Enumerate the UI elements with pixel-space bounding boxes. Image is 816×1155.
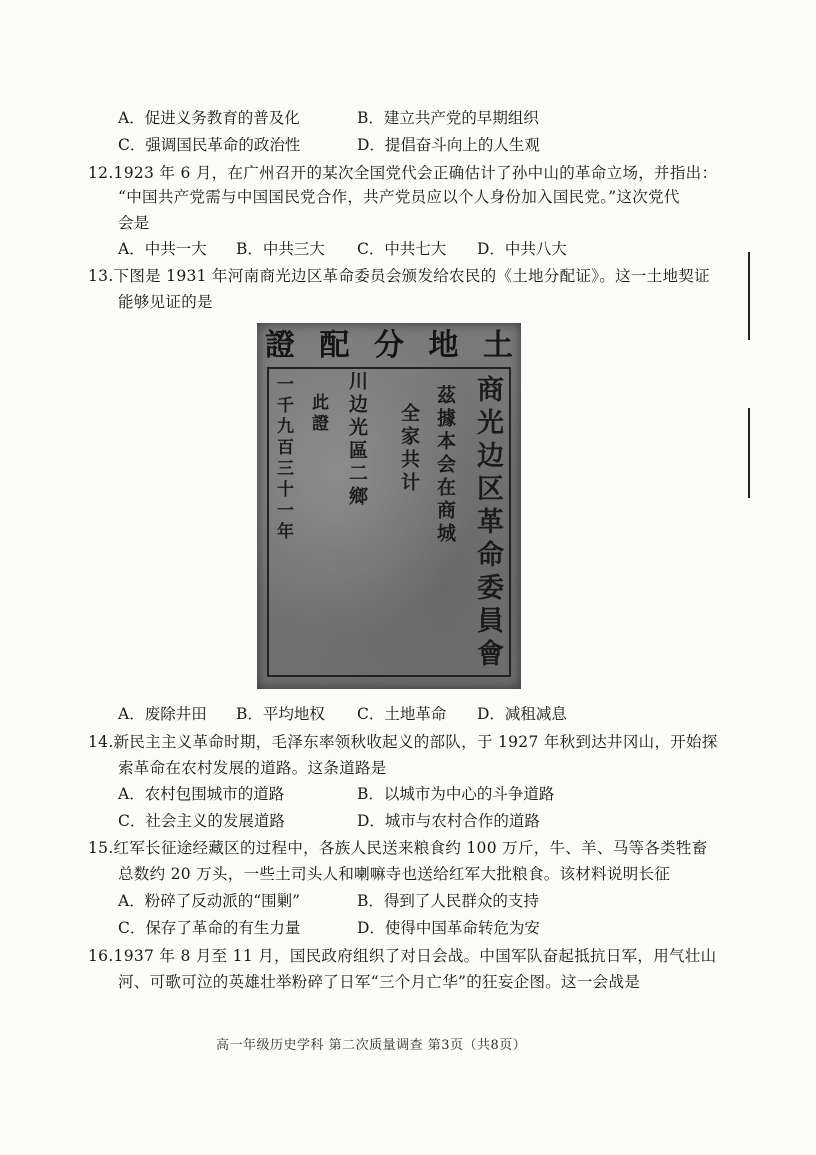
certificate-title-char: 配 [319,328,350,363]
q13-option-a: A．废除井田 [118,705,207,723]
q14-stem-line1: 14.新民主主义革命时期，毛泽东率领秋收起义的部队，于 1927 年秋到达井冈山，开始探 [88,733,718,751]
q16-stem-line1: 16.1937 年 8 月至 11 月，国民政府组织了对日会战。中国军队奋起抵抗日军，用气壮山 [88,947,717,965]
q15-stem-line1: 15.红军长征途经藏区的过程中，各族人民送来粮食约 100 万斤，牛、羊、马等各类牲畜 [88,839,708,857]
q14-option-b: B．以城市为中心的斗争道路 [357,785,555,803]
q16-stem-line2: 河、可歌可泣的英雄壮举粉碎了日军“三个月亡华”的狂妄企图。这一会战是 [118,973,641,991]
certificate-text-column: 茲據本会在商城 [434,385,456,546]
scan-mark [748,252,750,340]
q15-stem-line2: 总数约 20 万头，一些土司头人和喇嘛寺也送给红军大批粮食。该材料说明长征 [118,865,671,883]
q12-option-d: D．中共八大 [477,240,567,258]
page-footer: 高一年级历史学科 第二次质量调查 第3页（共8页） [216,1038,527,1053]
q15-option-c: C．保存了革命的有生力量 [118,919,301,937]
q13-stem-line2: 能够见证的是 [118,293,213,311]
q14-option-a: A．农村包围城市的道路 [118,785,285,803]
q15-option-d: D．使得中国革命转危为安 [357,919,540,937]
q15-option-a: A．粉碎了反动派的“围剿” [118,892,301,910]
q11-option-c: C．强调国民革命的政治性 [118,136,301,154]
q14-option-c: C．社会主义的发展道路 [118,812,285,830]
q11-option-a: A．促进义务教育的普及化 [118,109,300,127]
q11-option-d: D．提倡奋斗向上的人生观 [357,136,540,154]
certificate-title [265,327,513,365]
certificate-title-char: 分 [374,328,404,363]
certificate-text-column: 全家共计 [398,403,420,495]
scan-mark [748,408,750,498]
q14-option-d: D．城市与农村合作的道路 [357,812,540,830]
certificate-issuer-column: 商光边区革命委員會 [472,375,503,672]
q13-option-b: B．平均地权 [236,705,325,723]
q13-option-c: C．土地革命 [357,705,447,723]
q12-option-a: A．中共一大 [118,240,207,258]
q14-stem-line2: 索革命在农村发展的道路。这条道路是 [118,759,387,777]
q13-stem-line1: 13.下图是 1931 年河南商光边区革命委员会颁发给农民的《土地分配证》。这一土地契证 [88,267,710,285]
certificate-date-column: 一千九百三十一年 [273,375,293,543]
q11-option-b: B．建立共产党的早期组织 [357,109,539,127]
certificate-title-char: 證 [265,328,295,363]
q13-option-d: D．减租减息 [477,705,567,723]
q12-stem-line3: 会是 [118,214,150,232]
certificate-title-char: 地 [428,328,459,363]
certificate-title-char: 土 [483,328,513,363]
certificate-text-column: 此證 [308,393,328,435]
q12-stem-line2: “中国共产党需与中国国民党合作，共产党员应以个人身份加入国民党。”这次党代 [118,188,680,206]
land-certificate-photo [257,323,521,689]
q12-option-b: B．中共三大 [236,240,325,258]
q15-option-b: B．得到了人民群众的支持 [357,892,539,910]
certificate-text-column: 川边光區二鄉 [346,371,368,509]
q12-option-c: C．中共七大 [357,240,447,258]
q12-stem-line1: 12.1923 年 6 月，在广州召开的某次全国党代会正确估计了孙中山的革命立场，并指出： [88,164,718,182]
